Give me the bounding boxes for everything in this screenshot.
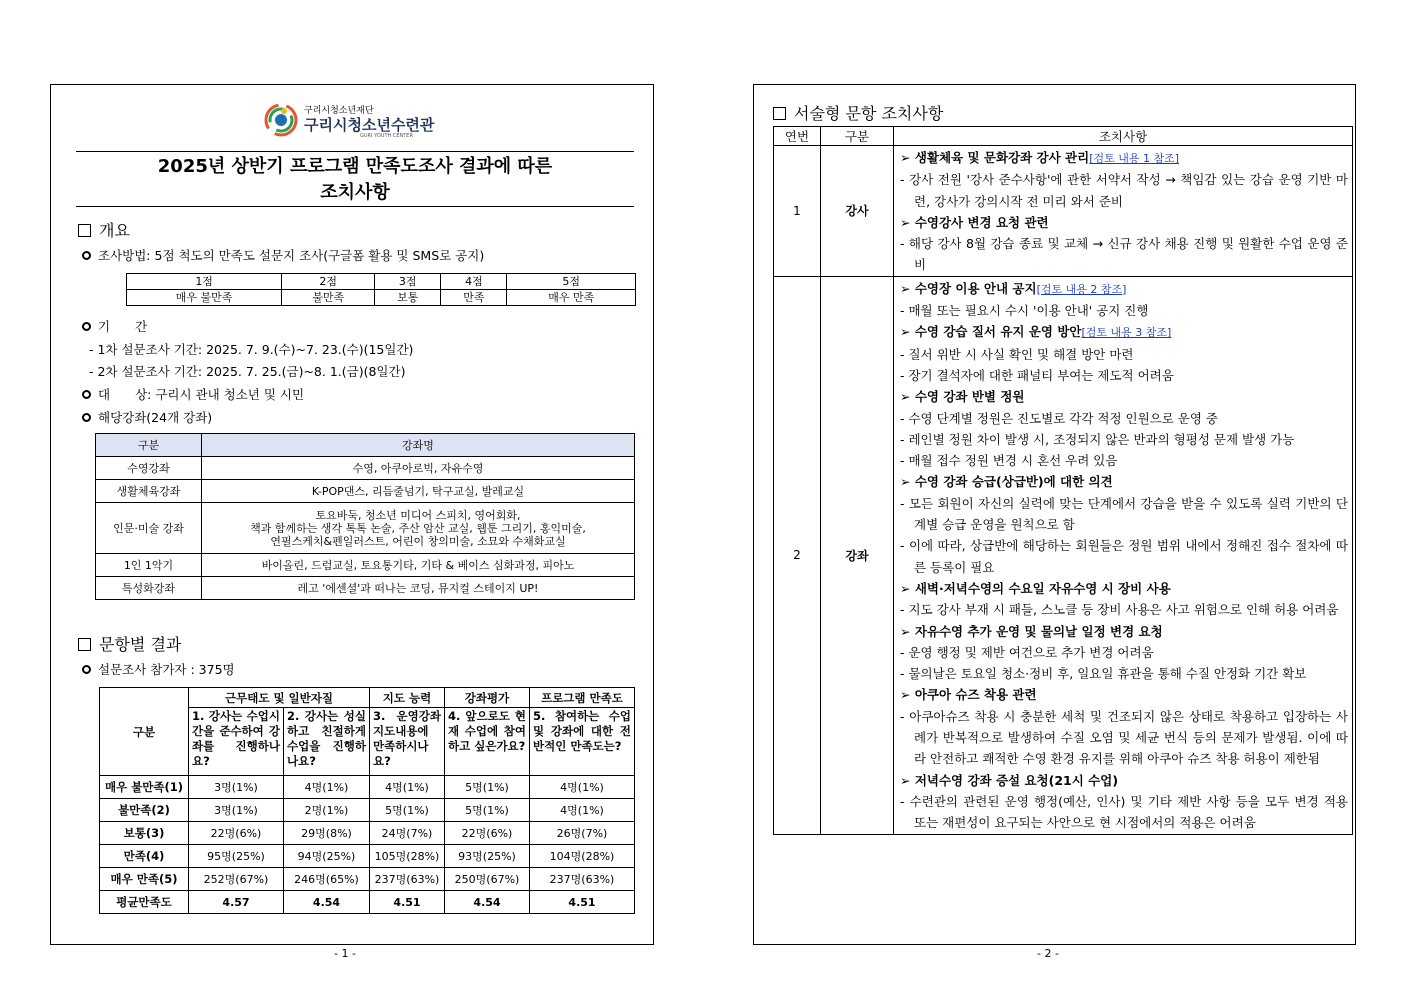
arrow-bullet-icon: ➢ — [900, 687, 915, 703]
checkbox-square-icon — [78, 224, 91, 237]
arrow-bullet-icon: ➢ — [900, 214, 915, 230]
dash-bullet: - — [900, 172, 910, 188]
result-cell: 2명(1%) — [284, 799, 370, 822]
action-item-title-text: 저녁수영 강좌 증설 요청(21시 수업) — [914, 772, 1119, 788]
dash-bullet: - — [900, 793, 910, 809]
arrow-bullet-icon: ➢ — [900, 772, 915, 788]
result-table-corner: 구분 — [100, 688, 189, 776]
action-item-detail — [900, 535, 1348, 578]
action-item-title — [900, 471, 1348, 492]
course-category: 1인 1악기 — [96, 554, 202, 577]
action-item-detail-text: 장기 결석자에 대한 패널티 부여는 제도적 어려움 — [908, 367, 1174, 383]
course-table-header: 구분 — [96, 434, 202, 457]
action-item-title-text: 수영 강좌 반별 정원 — [914, 389, 1025, 405]
scale-label: 매우 불만족 — [127, 290, 282, 306]
survey-target-text: 대 상: 구리시 관내 청소년 및 시민 — [98, 387, 305, 402]
courses-label-text: 해당강좌(24개 강좌) — [98, 410, 213, 425]
table-row — [774, 146, 1353, 277]
action-table — [773, 126, 1353, 835]
scale-point: 1점 — [127, 274, 282, 290]
result-avg-cell: 4.54 — [445, 891, 530, 914]
row-number: 1 — [774, 146, 821, 277]
action-item-detail-text: 아쿠아슈즈 착용 시 충분한 세척 및 건조되지 않은 상태로 착용하고 입장하는 사례가 반복적으로 발생하여 수질 오염 및 세균 번식 등의 문제가 발생됨. 이에 따라 안전하고 쾌적한 수영 환경 유지를 위해 아쿠아 슈즈 착용 허용이 제한됨 — [909, 708, 1349, 767]
table-row — [774, 276, 1353, 834]
result-group-header: 강좌평가 — [445, 688, 530, 708]
table-row — [96, 457, 635, 480]
action-item-detail — [900, 429, 1348, 450]
action-item-detail-text: 매월 또는 필요시 수시 '이용 안내' 공지 진행 — [908, 303, 1149, 319]
dash-bullet: - — [900, 303, 909, 319]
result-avg-cell: 4.57 — [189, 891, 284, 914]
dash-bullet: - — [900, 453, 909, 469]
survey-method-text: 조사방법: 5점 척도의 만족도 설문지 조사(구글폼 활용 및 SMS로 공지) — [98, 248, 485, 263]
section-results-label: 문항별 결과 — [99, 635, 182, 654]
arrow-bullet-icon: ➢ — [900, 474, 915, 490]
table-row — [96, 577, 635, 600]
action-item-title — [900, 386, 1348, 407]
scale-table — [126, 273, 636, 306]
table-row — [96, 503, 635, 554]
result-question: 1. 강사는 수업시간을 준수하여 강좌를 진행하나요? — [189, 708, 284, 776]
section-overview-heading — [78, 218, 130, 241]
action-table-header: 구분 — [821, 127, 894, 146]
section-results-heading — [78, 632, 181, 655]
org-logo — [264, 101, 444, 141]
action-item-detail-text: 물의날은 토요일 청소·정비 후, 일요일 휴관을 통해 수질 안정화 기간 확보 — [908, 666, 1307, 682]
table-row — [100, 822, 635, 845]
result-cell: 3명(1%) — [189, 799, 284, 822]
action-item-detail-text: 질서 위반 시 사실 확인 및 해결 방안 마련 — [908, 346, 1134, 362]
action-item-detail-text: 운영 행정 및 제반 여건으로 추가 변경 어려움 — [908, 644, 1154, 660]
result-avg-cell: 4.54 — [284, 891, 370, 914]
result-avg-cell: 4.51 — [370, 891, 445, 914]
result-cell: 252명(67%) — [189, 868, 284, 891]
course-names-line: 연필스케치&펜일러스트, 어린이 창의미술, 소묘와 수채화교실 — [270, 534, 566, 548]
survey-target — [82, 385, 304, 403]
result-cell: 26명(7%) — [530, 822, 635, 845]
result-cell: 29명(8%) — [284, 822, 370, 845]
action-item-detail — [900, 169, 1348, 212]
action-item-title-text: 수영 강좌 승급(상급반)에 대한 의견 — [914, 474, 1113, 490]
result-cell: 4명(1%) — [284, 776, 370, 799]
survey-method — [82, 246, 484, 264]
arrow-bullet-icon: ➢ — [900, 324, 915, 340]
action-content — [894, 276, 1353, 834]
course-names: K-POP댄스, 리듬줄넘기, 탁구교실, 발레교실 — [202, 480, 635, 503]
action-item-detail-text: 레인별 정원 차이 발생 시, 조정되지 않은 반과의 형평성 문제 발생 가능 — [908, 431, 1295, 447]
action-item-title-text: 수영 강습 질서 유지 운영 방안 — [914, 324, 1082, 340]
action-item-title-text: 수영강사 변경 요청 관련 — [914, 214, 1049, 230]
action-item-title — [900, 278, 1348, 300]
arrow-bullet-icon: ➢ — [900, 150, 915, 165]
bullet-circle-icon — [82, 665, 91, 674]
action-item-title-text: 생활체육 및 문화강좌 강사 관리 — [914, 150, 1090, 165]
logo-org-name: 구리시청소년재단 — [304, 106, 374, 116]
action-item-detail — [900, 344, 1348, 365]
action-item-title-text: 새벽·저녁수영의 수요일 자유수영 시 장비 사용 — [914, 580, 1171, 596]
result-row-label: 매우 만족(5) — [100, 868, 189, 891]
arrow-bullet-icon: ➢ — [900, 580, 915, 596]
survey-period-1: - 1차 설문조사 기간: 2025. 7. 9.(수)~7. 23.(수)(15일간) — [89, 342, 414, 357]
result-avg-label: 평균만족도 — [100, 891, 189, 914]
arrow-bullet-icon: ➢ — [900, 389, 915, 405]
table-row — [96, 480, 635, 503]
action-item-title-text: 수영장 이용 안내 공지 — [914, 280, 1037, 296]
row-category: 강좌 — [821, 276, 894, 834]
bullet-circle-icon — [82, 251, 91, 260]
course-names-line: 토요바둑, 청소년 미디어 스피치, 영어회화, — [315, 508, 521, 522]
action-item-detail — [900, 408, 1348, 429]
action-item-detail-text: 강사 전원 '강사 준수사항'에 관한 서약서 작성 → 책임감 있는 강습 운영 기반 마련, 강사가 강의시작 전 미리 와서 준비 — [909, 172, 1348, 209]
course-names: 수영, 아쿠아로빅, 자유수영 — [202, 457, 635, 480]
action-item-detail — [900, 450, 1348, 471]
result-cell: 237명(63%) — [370, 868, 445, 891]
action-item-title — [900, 147, 1348, 169]
course-category: 생활체육강좌 — [96, 480, 202, 503]
action-item-title — [900, 321, 1348, 343]
result-cell: 5명(1%) — [445, 776, 530, 799]
action-item-title — [900, 684, 1348, 705]
result-group-header: 프로그램 만족도 — [530, 688, 635, 708]
action-item-detail-text: 모든 회원이 자신의 실력에 맞는 단계에서 강습을 받을 수 있도록 실력 기반의 단계별 승급 운영을 원칙으로 함 — [908, 495, 1348, 533]
survey-period-label — [82, 317, 147, 335]
result-cell: 246명(65%) — [284, 868, 370, 891]
scale-point: 3점 — [375, 274, 441, 290]
review-reference-link[interactable]: [검토 내용 1 참조] — [1089, 152, 1180, 165]
scale-point: 4점 — [441, 274, 507, 290]
result-row-label: 보통(3) — [100, 822, 189, 845]
result-cell: 4명(1%) — [530, 799, 635, 822]
arrow-bullet-icon: ➢ — [900, 623, 915, 639]
section-action-heading — [773, 101, 943, 124]
action-item-detail — [900, 493, 1348, 536]
dash-bullet: - — [900, 410, 909, 426]
action-item-title — [900, 578, 1348, 599]
logo-english-name: GURI YOUTH CENTER — [360, 133, 413, 139]
result-cell: 105명(28%) — [370, 845, 445, 868]
result-cell: 95명(25%) — [189, 845, 284, 868]
courses-label — [82, 408, 212, 426]
action-table-header: 연번 — [774, 127, 821, 146]
scale-label: 불만족 — [282, 290, 375, 306]
result-question: 3. 운영강좌 지도내용에 만족하시나요? — [370, 708, 445, 776]
section-overview-label: 개요 — [99, 221, 130, 240]
result-avg-cell: 4.51 — [530, 891, 635, 914]
course-table — [95, 433, 635, 600]
result-cell: 93명(25%) — [445, 845, 530, 868]
result-cell: 22명(6%) — [445, 822, 530, 845]
dash-bullet: - — [900, 644, 909, 660]
scale-label: 보통 — [375, 290, 441, 306]
page-title — [76, 154, 634, 206]
course-table-header: 강좌명 — [202, 434, 635, 457]
result-row-label: 만족(4) — [100, 845, 189, 868]
result-question: 2. 강사는 성실하고 친절하게 수업을 진행하나요? — [284, 708, 370, 776]
logo-emblem-icon — [264, 103, 298, 137]
title-top-rule — [76, 151, 634, 152]
action-item-detail — [900, 300, 1348, 321]
dash-bullet: - — [900, 495, 909, 511]
scale-point: 2점 — [282, 274, 375, 290]
action-item-title-text: 아쿠아 슈즈 착용 관련 — [914, 687, 1037, 703]
dash-bullet: - — [900, 367, 909, 383]
table-row — [100, 776, 635, 799]
result-cell: 4명(1%) — [370, 776, 445, 799]
action-item-detail — [900, 706, 1348, 770]
section-action-label: 서술형 문항 조치사항 — [794, 104, 944, 123]
document-page-1 — [50, 84, 654, 945]
scale-point: 5점 — [507, 274, 636, 290]
action-table-header: 조치사항 — [894, 127, 1353, 146]
result-cell: 24명(7%) — [370, 822, 445, 845]
dash-bullet: - — [900, 602, 909, 618]
result-cell: 250명(67%) — [445, 868, 530, 891]
action-item-detail-text: 수련관의 관련된 운영 행정(예산, 인사) 및 기타 제반 사항 등을 모두 변경 적용 또는 재편성이 요구되는 사안으로 현 시점에서의 적용은 어려움 — [909, 793, 1348, 831]
arrow-bullet-icon: ➢ — [900, 280, 915, 296]
table-row — [100, 799, 635, 822]
participants-text: 설문조사 참가자 : 375명 — [98, 662, 235, 677]
table-row — [100, 891, 635, 914]
course-names: 바이올린, 드럼교실, 토요통기타, 기타 & 베이스 심화과정, 피아노 — [202, 554, 635, 577]
survey-period-label-text: 기 간 — [98, 319, 148, 334]
document-page-2 — [753, 84, 1356, 945]
scale-label: 매우 만족 — [507, 290, 636, 306]
result-question: 5. 참여하는 수업 및 강좌에 대한 전반적인 만족도는? — [530, 708, 635, 776]
dash-bullet: - — [900, 666, 909, 682]
dash-bullet: - — [900, 708, 910, 724]
result-table — [99, 687, 635, 914]
result-group-header: 근무태도 및 일반자질 — [189, 688, 370, 708]
result-cell: 5명(1%) — [445, 799, 530, 822]
result-cell: 237명(63%) — [530, 868, 635, 891]
table-row — [96, 554, 635, 577]
dash-bullet: - — [900, 538, 909, 554]
action-item-detail — [900, 599, 1348, 620]
logo-center-name: 구리시청소년수련관 — [304, 116, 435, 134]
survey-period-2: - 2차 설문조사 기간: 2025. 7. 25.(금)~8. 1.(금)(8일간) — [89, 364, 406, 379]
dash-bullet: - — [900, 346, 909, 362]
course-names — [202, 503, 635, 554]
course-category: 수영강좌 — [96, 457, 202, 480]
result-question: 4. 앞으로도 현재 수업에 참여하고 싶은가요? — [445, 708, 530, 776]
result-cell: 3명(1%) — [189, 776, 284, 799]
course-category: 특성화강좌 — [96, 577, 202, 600]
review-reference-link[interactable]: [검토 내용 3 참조] — [1081, 326, 1172, 340]
action-content — [894, 146, 1353, 277]
action-item-detail — [900, 663, 1348, 684]
page-title-line-1: 2025년 상반기 프로그램 만족도조사 결과에 따른 — [157, 156, 553, 177]
page-number-2: - 2 - — [1037, 947, 1059, 960]
result-cell: 104명(28%) — [530, 845, 635, 868]
title-bottom-rule — [76, 206, 634, 207]
page-title-line-2: 조치사항 — [320, 182, 390, 203]
page-number-1: - 1 - — [334, 947, 356, 960]
table-row — [100, 845, 635, 868]
result-cell: 94명(25%) — [284, 845, 370, 868]
review-reference-link[interactable]: [검토 내용 2 참조] — [1036, 282, 1127, 296]
result-cell: 4명(1%) — [530, 776, 635, 799]
result-cell: 5명(1%) — [370, 799, 445, 822]
row-category: 강사 — [821, 146, 894, 277]
checkbox-square-icon — [78, 638, 91, 651]
action-item-title — [900, 621, 1348, 642]
action-item-detail — [900, 791, 1348, 834]
action-item-detail-text: 이에 따라, 상급반에 해당하는 회원들은 정원 범위 내에서 정해진 접수 절차에 따른 등록이 필요 — [908, 538, 1348, 575]
result-cell: 22명(6%) — [189, 822, 284, 845]
checkbox-square-icon — [773, 107, 786, 120]
bullet-circle-icon — [82, 322, 91, 331]
result-group-header: 지도 능력 — [370, 688, 445, 708]
action-item-detail-text: 매월 접수 정원 변경 시 혼선 우려 있음 — [908, 453, 1118, 469]
action-item-detail — [900, 365, 1348, 386]
action-item-detail-text: 해당 강사 8월 강습 종료 및 교체 → 신규 강사 채용 진행 및 원활한 수업 운영 준비 — [908, 236, 1348, 273]
dash-bullet: - — [900, 431, 909, 447]
dash-bullet: - — [900, 236, 909, 252]
bullet-circle-icon — [82, 413, 91, 422]
row-number: 2 — [774, 276, 821, 834]
action-item-title-text: 자유수영 추가 운영 및 물의날 일정 변경 요청 — [914, 623, 1163, 639]
course-names: 레고 '에센셜'과 떠나는 코딩, 뮤지컬 스테이지 UP! — [202, 577, 635, 600]
result-row-label: 매우 불만족(1) — [100, 776, 189, 799]
bullet-circle-icon — [82, 390, 91, 399]
action-item-detail-text: 지도 강사 부재 시 패들, 스노클 등 장비 사용은 사고 위험으로 인해 허용 어려움 — [908, 602, 1339, 618]
action-item-detail — [900, 642, 1348, 663]
table-row — [100, 868, 635, 891]
action-item-title — [900, 212, 1348, 233]
course-names-line: 책과 함께하는 생각 톡톡 논술, 주산 암산 교실, 웹툰 그리기, 홍익미술, — [250, 521, 586, 535]
action-item-detail-text: 수영 단계별 정원은 진도별로 각각 적정 인원으로 운영 중 — [908, 410, 1218, 426]
participants — [82, 660, 235, 678]
scale-label: 만족 — [441, 290, 507, 306]
action-item-detail — [900, 233, 1348, 276]
result-row-label: 불만족(2) — [100, 799, 189, 822]
action-item-title — [900, 770, 1348, 791]
course-category: 인문·미술 강좌 — [96, 503, 202, 554]
